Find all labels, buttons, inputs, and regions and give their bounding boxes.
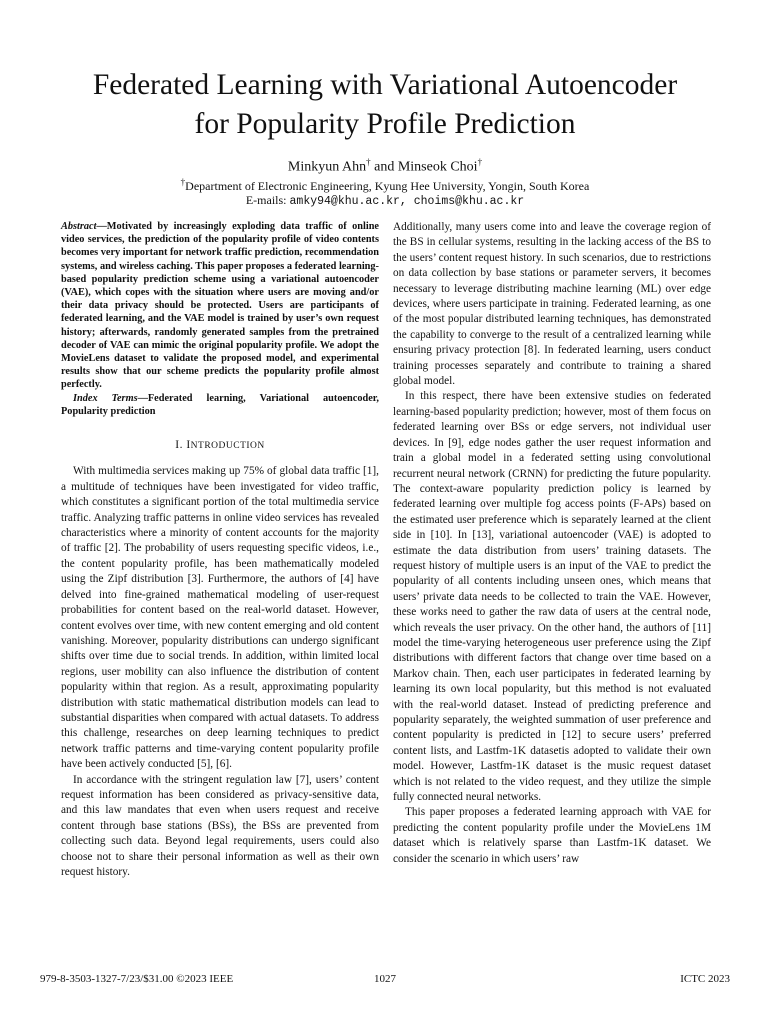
abstract-text: —Motivated by increasingly exploding data traffic of online video services, the prediction of the popularity profile of video contents becomes very important for network traffic prediction, recommendation systems, and wireless caching. This paper proposes a federated learning-based popularity prediction scheme using a variational autoencoder (VAE), which copes with the situation where users are moving and/or their data privacy should be protected. Users are participants of federated learning, and the VAE model is trained by user’s own request history; afterwards, randomly generated samples from the pretrained decoder of VAE can mimic the original popularity profile. We adopt the MovieLens dataset to validate the proposed model, and experimental results show that our scheme predicts the popularity profile almost perfectly. [61,221,379,391]
paragraph: In this respect, there have been extensive studies on federated learning-based popularity prediction; however, most of them focus on federated learning over BSs or edge servers, not individual user devices. In [9], edge nodes gather the user request information and train a global model in a federated setting using convolutional recurrent neural network (CRNN) for predicting the future popularity. The context-aware popularity prediction policy is learned by federated learning over multiple fog access points (F-APs) based on the estimated user preference which is separately learned at the client side in [10]. In [13], variational autoencoder (VAE) is adopted to estimate the data distribution from users’ training datasets. The request history of multiple users is an input of the VAE to predict the popularity of all contents including unseen ones, which means that users’ private data needs to be collected to train the VAE. However, these works need to gather the raw data of users at the central node, which reveals the user privacy. On the other hand, the authors of [11] model the time-varying heterogeneous user preference using the Zipf distributions with different factors that change over time based on a Markov chain. Then, each user participates in federated learning by learning its own local popularity, but this method is not evaluated with the real-world dataset. Instead of predicting preference and popularity separately, the weighted summation of user preference and content popularity is predicted in [12] to secure users’ preferred content lists, and Lastfm-1K datasetis adopted to validate their own model. However, Lastfm-1K dataset is the music request dataset which is not related to the video request, and they utilize the simple fully connected neural networks. [393,390,711,804]
paragraph: With multimedia services making up 75% of global data traffic [1], a multitude of techniques have been investigated for video traffic, which constitutes a significant portion of the total multimedia service traffic. Analyzing traffic patterns in online video services has revealed characteristics where a minority of content accounts for the majority of traffic [2]. The probability of users requesting specific videos, i.e., the content popularity profile, has been mathematically modeled using the Zipf distribution [3]. Furthermore, the authors of [4] have delved into fine-grained mathematical modeling of user-request probabilities for content based on the real-world dataset. However, content evolves over time, with new content emerging and old content vanishing. Moreover, popularity distributions can undergo significant shifts over time due to social trends. In addition, within limited local regions, user mobility can also influence the distribution of content popularity within that region. As a result, approximating popularity distribution with static mathematical distribution models can lead to substantial disparities when compared with actual datasets. To address this challenge, researches on deep learning techniques to predict network traffic patterns and time-varying content popularity profile have been actively conducted [5], [6]. [61,465,379,771]
affiliation-mark: † [180,177,186,187]
paragraph: Additionally, many users come into and leave the coverage region of the BS in cellular systems, resulting in the lacking access of the BS to the users’ content request history. In such scenarios, due to restrictions on data collection by base stations or parameter servers, it becomes necessary to leverage distributing machine learning (ML) over edge devices, where users participate in training. Federated learning, as one of the most popular distributed learning techniques, has demonstrated the capability to converge to the result of a centralized learning while ensuring privacy protection [8]. In federated learning, users conduct training processes separately and contribute to training a shared global model. [393,221,711,388]
left-column [61,220,379,880]
abstract [61,220,379,392]
section-heading-prefix: I. I [175,439,191,452]
author-line [0,157,770,176]
title-line-1: Federated Learning with Variational Autoencoder [92,69,678,101]
emails-label: E-mails: [245,193,287,207]
author-1: Minkyun Ahn [287,159,367,175]
abstract-label: Abstract [61,221,97,232]
right-column [393,220,711,867]
index-terms-label: Index Terms [73,392,138,404]
author-2: Minseok Choi [397,159,478,175]
section-heading-introduction [61,438,379,454]
paragraph: In accordance with the stringent regulation law [7], users’ content request information has been considered as privacy-sensitive data, and this law mandates that even when users request and receive content through base stations (BSs), the BSs are prevented from collecting such data. Beyond legal requirements, users could also choose not to share their personal information as well as their own request history. [61,773,379,879]
author-1-mark: † [366,157,371,167]
emails-line [0,193,770,208]
footer-copyright: 979-8-3503-1327-7/23/$31.00 ©2023 IEEE [40,973,234,985]
paper-title [0,66,770,144]
author-conjunction: and [374,159,395,175]
index-terms [61,392,379,418]
footer-conference: ICTC 2023 [680,973,730,985]
email-addresses: amky94@khu.ac.kr, choims@khu.ac.kr [289,195,525,208]
index-terms-text: —Federated learning, Variational autoencoder, Popularity prediction [61,392,379,417]
paragraph: This paper proposes a federated learning approach with VAE for predicting the content popularity profile under the MovieLens 1M dataset which is relatively sparse than Lastfm-1K dataset. We consider the scenario in which users’ raw [393,806,711,865]
affiliation [0,177,770,194]
affiliation-text: Department of Electronic Engineering, Kyung Hee University, Yongin, South Korea [185,179,590,193]
section-heading-rest: NTRODUCTION [190,441,265,452]
title-line-2: for Popularity Profile Prediction [194,108,576,140]
footer-page-number: 1027 [374,973,396,985]
author-2-mark: † [477,157,483,167]
